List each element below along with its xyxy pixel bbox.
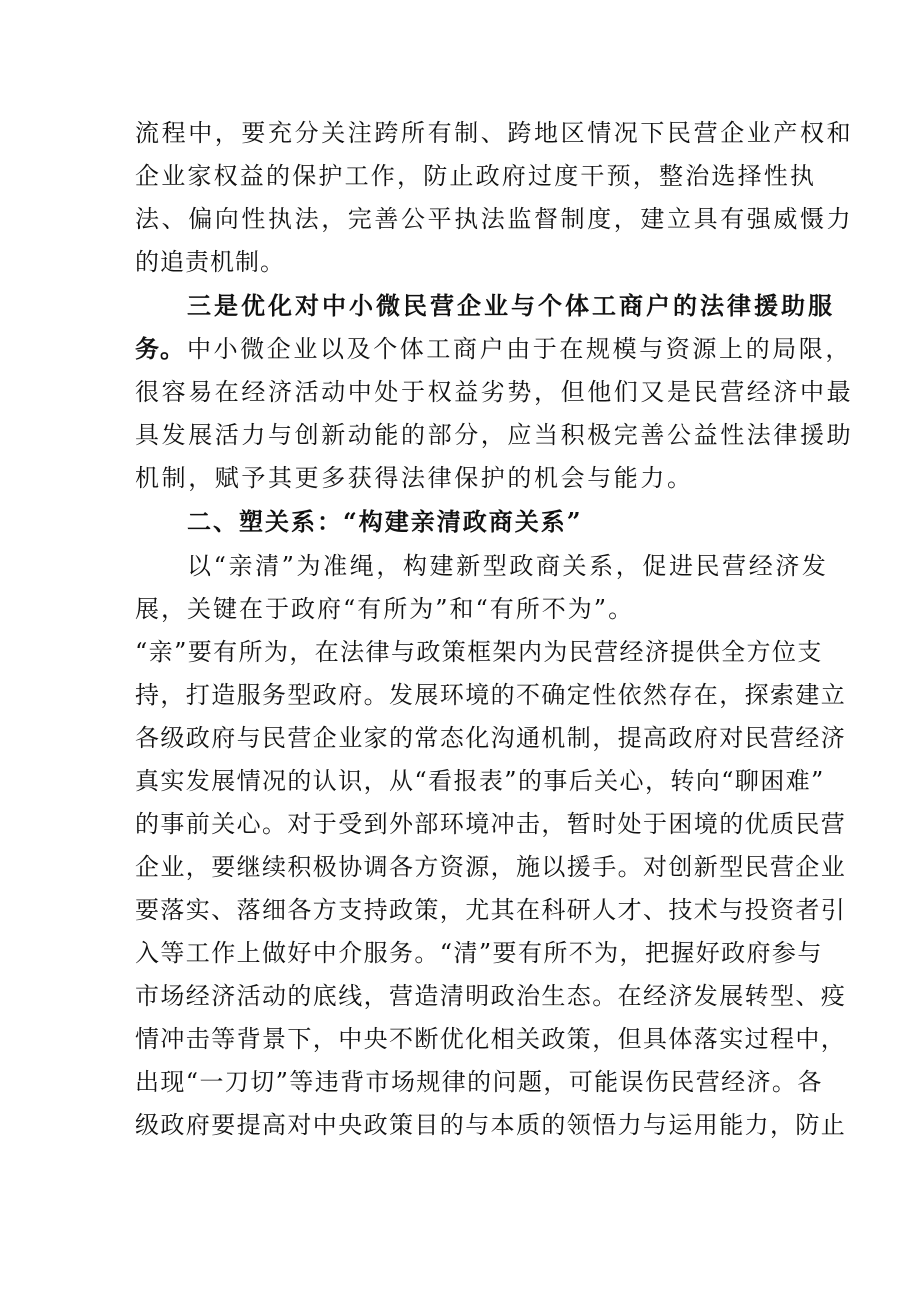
text-line: 各级政府与民营企业家的常态化沟通机制，提高政府对民营经济 (135, 724, 847, 752)
text-line: 展，关键在于政府“有所为”和“有所不为”。 (135, 595, 635, 623)
text-line: 企业家权益的保护工作，防止政府过度干预，整治选择性执 (135, 162, 817, 190)
text-line: 出现“一刀切”等违背市场规律的问题，可能误伤民营经济。各 (135, 1068, 823, 1096)
text-line: 中小微企业以及个体工商户由于在规模与资源上的局限， (187, 335, 852, 363)
text-line: 法、偏向性执法，完善公平执法监督制度，建立具有强威慑力 (135, 205, 854, 233)
text-line: 以“亲清”为准绳，构建新型政商关系，促进民营经济发 (187, 552, 829, 580)
text-line: 的事前关心。对于受到外部环境冲击，暂时处于困境的优质民营 (135, 810, 847, 838)
text-line: 市场经济活动的底线，营造清明政治生态。在经济发展转型、疫 (135, 982, 847, 1010)
text-line: 要落实、落细各方支持政策，尤其在科研人才、技术与投资者引 (135, 896, 847, 924)
text-line: 企业，要继续积极协调各方资源，施以援手。对创新型民营企业 (135, 853, 847, 881)
text-line: 的追责机制。 (135, 248, 285, 276)
text-line: 入等工作上做好中介服务。“清”要有所不为，把握好政府参与 (135, 939, 823, 967)
text-line: 持，打造服务型政府。发展环境的不确定性依然存在，探索建立 (135, 681, 847, 709)
text-line: 流程中，要充分关注跨所有制、跨地区情况下民营企业产权和 (135, 119, 854, 147)
text-line: 具发展活力与创新动能的部分，应当积极完善公益性法律援助 (135, 421, 854, 449)
text-line: 级政府要提高对中央政策目的与本质的领悟力与运用能力，防止 (135, 1111, 847, 1139)
section-heading: 二、塑关系：“构建亲清政商关系” (187, 507, 583, 536)
text-line: 机制，赋予其更多获得法律保护的机会与能力。 (135, 464, 694, 492)
subheading-line: 务。 (135, 334, 185, 363)
text-line: 很容易在经济活动中处于权益劣势，但他们又是民营经济中最 (135, 378, 854, 406)
text-line: 真实发展情况的认识，从“看报表”的事后关心，转向“聊困难” (135, 767, 825, 795)
subheading-line: 三是优化对中小微民营企业与个体工商户的法律援助服 (187, 291, 835, 320)
text-line: 情冲击等背景下，中央不断优化相关政策，但具体落实过程中， (135, 1025, 847, 1053)
text-line: “亲”要有所为，在法律与政策框架内为民营经济提供全方位支 (135, 638, 823, 666)
